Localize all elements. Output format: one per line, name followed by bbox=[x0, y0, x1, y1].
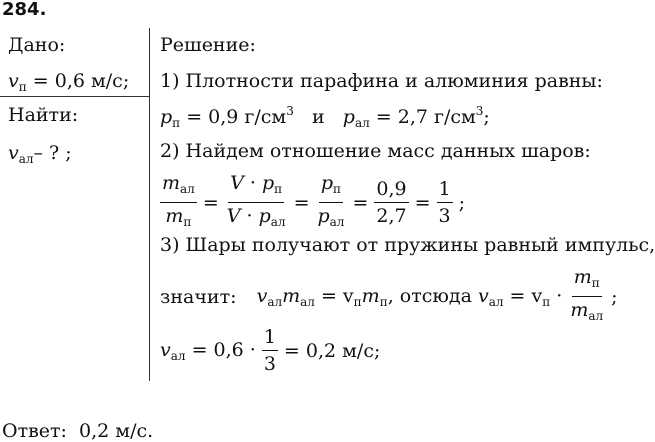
step-1: 1) Плотности парафина и алюминия равны: bbox=[160, 70, 603, 92]
column-divider bbox=[149, 28, 150, 381]
momentum-line: значит: $v_{ал}m_{ал} = v_пm_п$, отсюда $v_{ал} = v_п$ · $\frac{m_п}{m_{ал}}$ ; bbox=[160, 266, 618, 323]
densities-line: $p_п = 0,9$ $г/см^3$ и $p_{ал} = 2,7$ $г/см^3$; bbox=[160, 104, 490, 130]
answer: Ответ: 0,2 м/с. bbox=[2, 420, 154, 442]
problem-number: 284. bbox=[2, 0, 47, 20]
step-2: 2) Найдем отношение масс данных шаров: bbox=[160, 140, 591, 162]
final-velocity: $v_{ал} = 0,6$ · $\frac{1}{3}$ = 0,2 м/с; bbox=[160, 326, 381, 375]
solution-label: Решение: bbox=[160, 34, 256, 56]
mass-ratio-formula: $\frac{m_{ал}}{m_п}$ = $\frac{V \cdot p_п}{V \cdot p_{ал}}$ = $\frac{p_п}{p_{ал}}$ = $\frac{0,9}{2,7}$ = $\frac{1}{3}$ ; bbox=[162, 172, 465, 229]
given-label: Дано: bbox=[8, 34, 66, 56]
given-velocity: $v_п = 0,6$ м/с; bbox=[8, 70, 130, 94]
find-velocity: $v_{ал}-$ ? ; bbox=[8, 142, 72, 166]
find-label: Найти: bbox=[8, 104, 79, 126]
given-find-divider bbox=[0, 96, 149, 97]
step-3: 3) Шары получают от пружины равный импульс, bbox=[160, 234, 655, 256]
